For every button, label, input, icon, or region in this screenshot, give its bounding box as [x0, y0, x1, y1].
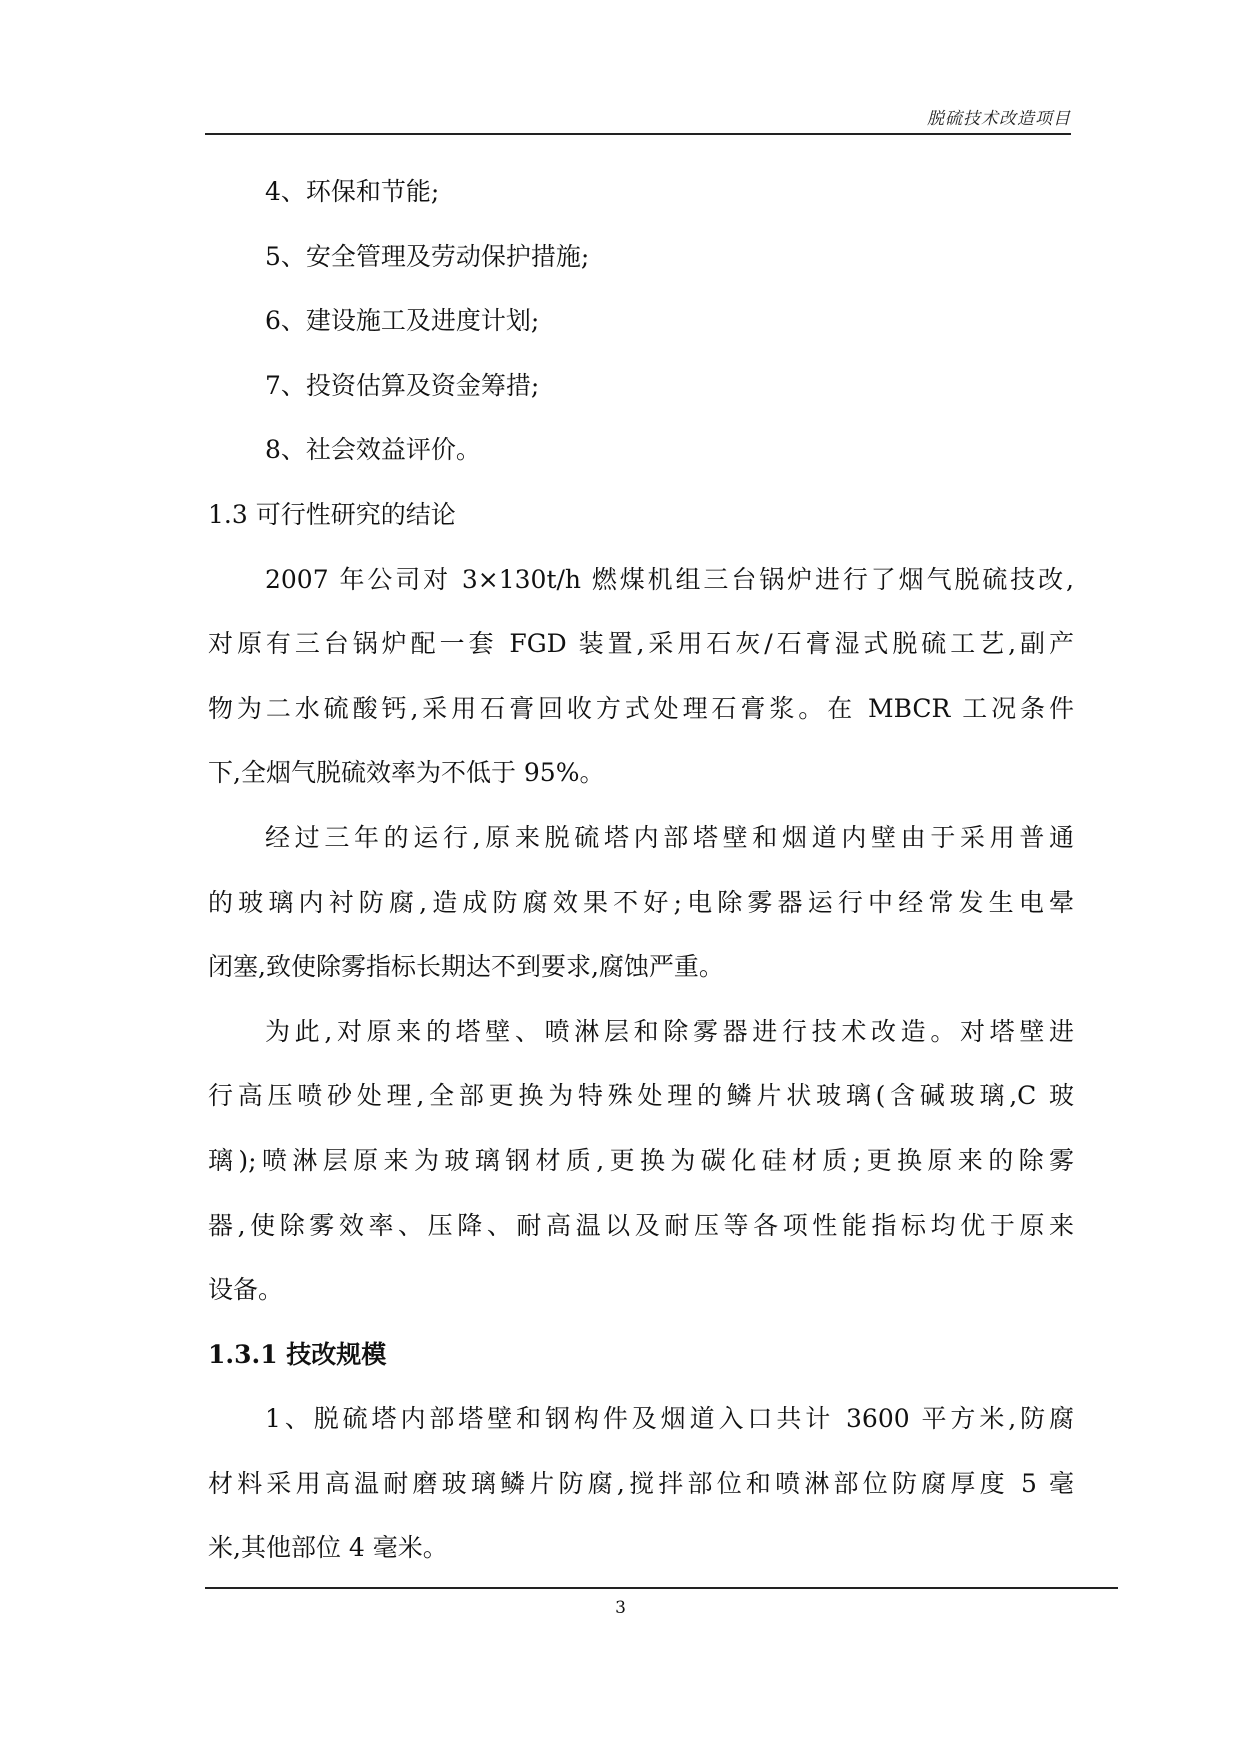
document-body — [208, 160, 1074, 1581]
text-line: 设备。 — [208, 1275, 284, 1305]
text-line: 4、环保和节能; — [265, 177, 440, 206]
footer-divider — [205, 1587, 1118, 1589]
text-line: 璃);喷淋层原来为玻璃钢材质,更换为碳化硅材质;更换原来的除雾 — [208, 1145, 1074, 1175]
running-header: 脱硫技术改造项目 — [927, 109, 1071, 129]
header-divider — [205, 133, 1071, 135]
section-heading: 1.3.1 技改规模 — [208, 1339, 387, 1369]
text-line: 下,全烟气脱硫效率为不低于 95%。 — [208, 758, 605, 788]
text-line: 器,使除雾效率、压降、耐高温以及耐压等各项性能指标均优于原来 — [208, 1210, 1074, 1240]
text-line: 物为二水硫酸钙,采用石膏回收方式处理石膏浆。在 MBCR 工况条件 — [208, 693, 1074, 723]
text-line: 米,其他部位 4 毫米。 — [208, 1533, 448, 1563]
text-line: 的玻璃内衬防腐,造成防腐效果不好;电除雾器运行中经常发生电晕 — [208, 887, 1074, 917]
text-line: 1.3 可行性研究的结论 — [208, 499, 456, 529]
page-number: 3 — [615, 1598, 626, 1618]
text-line: 对原有三台锅炉配一套 FGD 装置,采用石灰/石膏湿式脱硫工艺,副产 — [208, 629, 1074, 659]
text-line: 行高压喷砂处理,全部更换为特殊处理的鳞片状玻璃(含碱玻璃,C 玻 — [208, 1081, 1074, 1111]
text-line: 材料采用高温耐磨玻璃鳞片防腐,搅拌部位和喷淋部位防腐厚度 5 毫 — [208, 1468, 1074, 1498]
text-line: 经过三年的运行,原来脱硫塔内部塔壁和烟道内壁由于采用普通 — [265, 822, 1074, 852]
text-line: 为此,对原来的塔壁、喷淋层和除雾器进行技术改造。对塔壁进 — [265, 1016, 1074, 1046]
text-line: 闭塞,致使除雾指标长期达不到要求,腐蚀严重。 — [208, 952, 724, 982]
text-line: 5、安全管理及劳动保护措施; — [265, 241, 590, 271]
text-line: 8、社会效益评价。 — [265, 435, 481, 465]
text-line: 6、建设施工及进度计划; — [265, 306, 540, 336]
text-line: 2007 年公司对 3×130t/h 燃煤机组三台锅炉进行了烟气脱硫技改, — [265, 564, 1074, 594]
text-line: 7、投资估算及资金筹措; — [265, 370, 540, 400]
text-line: 1、脱硫塔内部塔壁和钢构件及烟道入口共计 3600 平方米,防腐 — [265, 1404, 1074, 1434]
